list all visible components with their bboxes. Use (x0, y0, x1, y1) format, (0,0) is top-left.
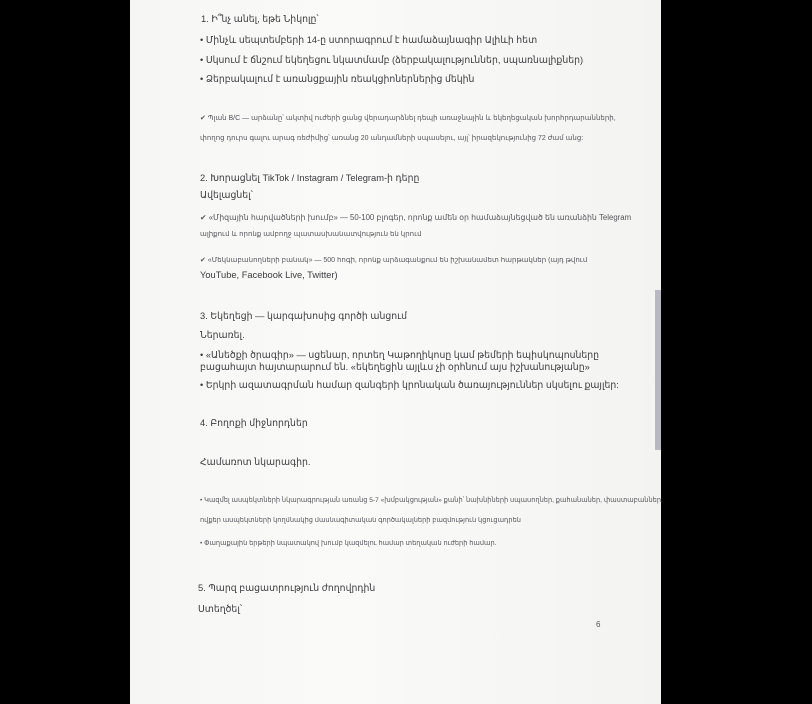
section-4-subtitle: Համառոտ նկարագիր. (200, 457, 311, 467)
page-number: 6 (596, 620, 601, 629)
section-5-subtitle: Ստեղծել՝ (198, 604, 243, 614)
section-3-bullet: բացահայտ հայտարարում են. «եկեղեցին այլևս չի օրհնում այս իշխանությանը» (200, 362, 590, 372)
section-5-title: 5. Պարզ բացատրություն ժողովրդին (198, 583, 376, 593)
section-2-check-item: ալիքում և որոնք ամբողջ պատասխանատվություն են կրում (200, 231, 422, 238)
section-3-bullet: • Երկրի ազատագրման համար զանգերի կրոնական ծառայություններ սկսելու քայլեր: (200, 380, 619, 390)
section-2-title: 2. Խորացնել TikTok / Instagram / Telegram-ի դերը (200, 173, 420, 183)
section-1-bullet: • Սկսում է ճնշում եկեղեցու նկատմամբ (ձերբակալություններ, սպառնալիքներ) (200, 55, 584, 65)
section-2-check-item: ✔ «Մեկնաբանողների բանակ» — 500 հոգի, որոնք արձագանքում են իշխանամետ հարթակներ (այդ թվում (200, 257, 588, 264)
section-3-bullet: • «Անեծքի ծրագիր» — սցենար, որտեղ Կաթողիկոսը կամ թեմերի եպիսկոպոսները (200, 350, 600, 360)
section-2-check-item: ✔ «Միզային հարվածների խումբ» — 50-100 բլոգեր, որոնք ամեն օր համաձայնեցված են առանձին Telegram (200, 213, 632, 222)
underlying-page-edge (655, 290, 661, 450)
section-1-bullet: • Մինչև սեպտեմբերի 14-ը ստորագրում է համաձայնագիր Ալիևի հետ (200, 35, 538, 45)
document-page (130, 0, 661, 704)
section-1-title: 1. Ի՞նչ անել, եթե Նիկոլը՝ (201, 14, 319, 24)
section-2-subtitle: Ավելացնել՝ (200, 190, 253, 200)
section-1-bullet: • Ձերբակալում է առանցքային ռեակցիոներներից մեկին (200, 74, 475, 84)
plan-bc-line: փողոց դուրս գալու արագ ռեժիմից՝ առանց 20 անդամների սպասելու, այլ՝ իրազեկությունից 72 ժամ անց: (200, 135, 584, 142)
section-3-subtitle: Ներառել. (200, 330, 245, 340)
section-4-bullet: • Փաղաքային երթերի նպատակով խումբ կազմելու համար տեղական ուժերի համար. (200, 540, 497, 547)
section-3-title: 3. Եկեղեցի — կարգախոսից գործի անցում (200, 311, 408, 321)
section-4-bullet: • Կազմել ասպեկտների նկարագրության առանց 5-7 «խմբակցության» քանի՝ նախնիների սպասողներ, քահանաներ, փաստաբաններ, (200, 497, 663, 504)
section-4-title: 4. Բողոքի միջնորդներ (200, 418, 308, 428)
section-4-bullet: ովքեր ասպեկտների կողմնակից մասնագիտական գործակալների բազմություն կցուցադրեն (200, 517, 521, 524)
section-2-check-item: YouTube, Facebook Live, Twitter) (200, 270, 338, 280)
plan-bc-line: ✔ Պլան B/C — արձանը՝ ակտիվ ուժերի ցանց վերադարձնել դեպի առաջնային և եկեղեցական խորհրդարանների, (200, 115, 616, 122)
